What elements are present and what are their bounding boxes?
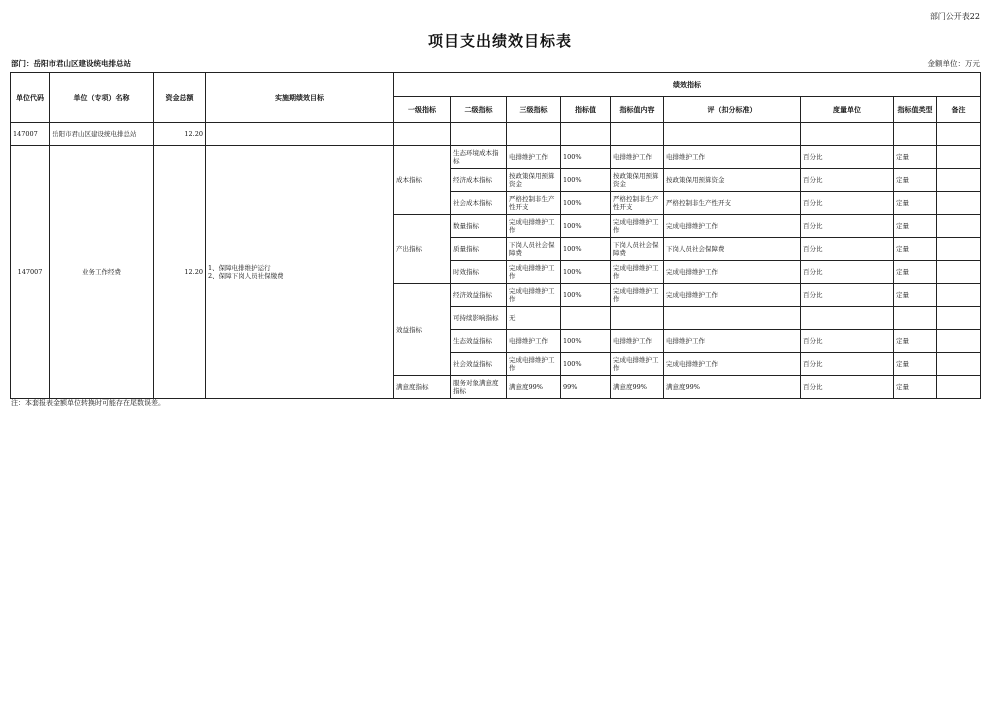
indicator-value: 100% [561, 146, 611, 169]
remark [937, 353, 981, 376]
level2-indicator: 生态环境成本指标 [451, 146, 507, 169]
scoring-standard: 完成电排维护工作 [664, 284, 801, 307]
indicator-value-content: 完成电排维护工作 [611, 284, 664, 307]
measure-unit: 百分比 [801, 146, 894, 169]
header-remark: 备注 [937, 97, 981, 123]
level2-indicator: 质量指标 [451, 238, 507, 261]
level1-indicator: 效益指标 [394, 284, 451, 376]
page-title: 项目支出绩效目标表 [427, 32, 572, 50]
remark [937, 376, 981, 399]
remark [937, 215, 981, 238]
level3-indicator: 按政策保用预算资金 [507, 169, 561, 192]
level3-indicator: 无 [507, 307, 561, 330]
performance-target-table [10, 72, 981, 399]
scoring-standard: 下岗人员社会保障费 [664, 238, 801, 261]
summary-amount: 12.20 [154, 123, 206, 146]
header-total-funds: 资金总额 [154, 73, 206, 123]
header-measure-unit: 度量单位 [801, 97, 894, 123]
remark [937, 284, 981, 307]
value-type: 定量 [894, 376, 937, 399]
header-unit-code: 单位代码 [11, 73, 50, 123]
value-type: 定量 [894, 215, 937, 238]
indicator-value: 99% [561, 376, 611, 399]
level1-indicator: 满意度指标 [394, 376, 451, 399]
scoring-standard: 完成电排维护工作 [664, 261, 801, 284]
measure-unit: 百分比 [801, 330, 894, 353]
remark [937, 261, 981, 284]
summary-name: 岳阳市君山区建设统电排总站 [50, 123, 154, 146]
indicator-value: 100% [561, 330, 611, 353]
scoring-standard: 完成电排维护工作 [664, 215, 801, 238]
header-level1: 一级指标 [394, 97, 451, 123]
measure-unit: 百分比 [801, 284, 894, 307]
value-type: 定量 [894, 330, 937, 353]
indicator-value: 100% [561, 261, 611, 284]
remark [937, 192, 981, 215]
indicator-value-content: 满意度99% [611, 376, 664, 399]
level3-indicator: 完成电排维护工作 [507, 215, 561, 238]
scoring-standard: 完成电排维护工作 [664, 353, 801, 376]
level3-indicator: 电排维护工作 [507, 146, 561, 169]
header-target: 实施期绩效目标 [206, 73, 394, 123]
indicator-value: 100% [561, 192, 611, 215]
measure-unit: 百分比 [801, 261, 894, 284]
page-number: 部门公开表22 [929, 12, 980, 21]
measure-unit [801, 307, 894, 330]
indicator-value [561, 307, 611, 330]
scoring-standard: 电排维护工作 [664, 330, 801, 353]
measure-unit: 百分比 [801, 353, 894, 376]
scoring-standard: 电排维护工作 [664, 146, 801, 169]
level3-indicator: 完成电排维护工作 [507, 353, 561, 376]
value-type: 定量 [894, 261, 937, 284]
summary-row [11, 123, 981, 146]
level2-indicator: 社会成本指标 [451, 192, 507, 215]
remark [937, 169, 981, 192]
level2-indicator: 社会效益指标 [451, 353, 507, 376]
measure-unit: 百分比 [801, 376, 894, 399]
level2-indicator: 生态效益指标 [451, 330, 507, 353]
project-code: 147007 [11, 146, 50, 399]
value-type: 定量 [894, 169, 937, 192]
indicator-value-content: 下岗人员社会保障费 [611, 238, 664, 261]
level3-indicator: 电排维护工作 [507, 330, 561, 353]
measure-unit: 百分比 [801, 238, 894, 261]
header-value-type: 指标值类型 [894, 97, 937, 123]
header-level3: 三级指标 [507, 97, 561, 123]
level3-indicator: 严格控制非生产性开支 [507, 192, 561, 215]
level3-indicator: 完成电排维护工作 [507, 261, 561, 284]
value-type [894, 307, 937, 330]
measure-unit: 百分比 [801, 169, 894, 192]
header-value-content: 指标值内容 [611, 97, 664, 123]
indicator-value: 100% [561, 284, 611, 307]
project-target: 1、保障电排维护运行 2、保障下岗人员社保缴费 [206, 146, 394, 399]
level1-indicator: 产出指标 [394, 215, 451, 284]
header-value: 指标值 [561, 97, 611, 123]
indicator-value-content: 按政策保用预算资金 [611, 169, 664, 192]
value-type: 定量 [894, 284, 937, 307]
indicator-value-content: 电排维护工作 [611, 330, 664, 353]
value-type: 定量 [894, 146, 937, 169]
indicator-value-content: 严格控制非生产性开支 [611, 192, 664, 215]
level2-indicator: 经济成本指标 [451, 169, 507, 192]
level1-indicator: 成本指标 [394, 146, 451, 215]
indicator-value-content [611, 307, 664, 330]
level2-indicator: 可持续影响指标 [451, 307, 507, 330]
indicator-value: 100% [561, 238, 611, 261]
footnote: 注：本套报表金额单位转换时可能存在尾数误差。 [11, 399, 165, 407]
value-type: 定量 [894, 192, 937, 215]
indicator-value-content: 电排维护工作 [611, 146, 664, 169]
level3-indicator: 满意度99% [507, 376, 561, 399]
level3-indicator: 完成电排维护工作 [507, 284, 561, 307]
detail-rows [11, 146, 981, 399]
measure-unit: 百分比 [801, 215, 894, 238]
indicator-value: 100% [561, 353, 611, 376]
header-unit-name: 单位（专项）名称 [50, 73, 154, 123]
value-type: 定量 [894, 353, 937, 376]
scoring-standard: 按政策保用预算资金 [664, 169, 801, 192]
remark [937, 146, 981, 169]
summary-code: 147007 [11, 123, 50, 146]
indicator-value-content: 完成电排维护工作 [611, 215, 664, 238]
scoring-standard: 严格控制非生产性开支 [664, 192, 801, 215]
level2-indicator: 经济效益指标 [451, 284, 507, 307]
amount-unit-label: 金额单位：万元 [927, 59, 980, 68]
level2-indicator: 数量指标 [451, 215, 507, 238]
remark [937, 330, 981, 353]
scoring-standard [664, 307, 801, 330]
indicator-value-content: 完成电排维护工作 [611, 353, 664, 376]
scoring-standard: 满意度99% [664, 376, 801, 399]
project-amount: 12.20 [154, 146, 206, 399]
indicator-value-content: 完成电排维护工作 [611, 261, 664, 284]
department-label: 部门：岳阳市君山区建设统电排总站 [11, 59, 131, 68]
remark [937, 238, 981, 261]
level2-indicator: 服务对象满意度指标 [451, 376, 507, 399]
level2-indicator: 时效指标 [451, 261, 507, 284]
table-row [11, 146, 981, 169]
indicator-value: 100% [561, 169, 611, 192]
remark [937, 307, 981, 330]
indicator-value: 100% [561, 215, 611, 238]
value-type: 定量 [894, 238, 937, 261]
header-scoring: 评（扣分标准） [664, 97, 801, 123]
header-level2: 二级指标 [451, 97, 507, 123]
level3-indicator: 下岗人员社会保障费 [507, 238, 561, 261]
project-name: 业务工作经费 [50, 146, 154, 399]
measure-unit: 百分比 [801, 192, 894, 215]
header-performance: 绩效指标 [394, 73, 981, 97]
